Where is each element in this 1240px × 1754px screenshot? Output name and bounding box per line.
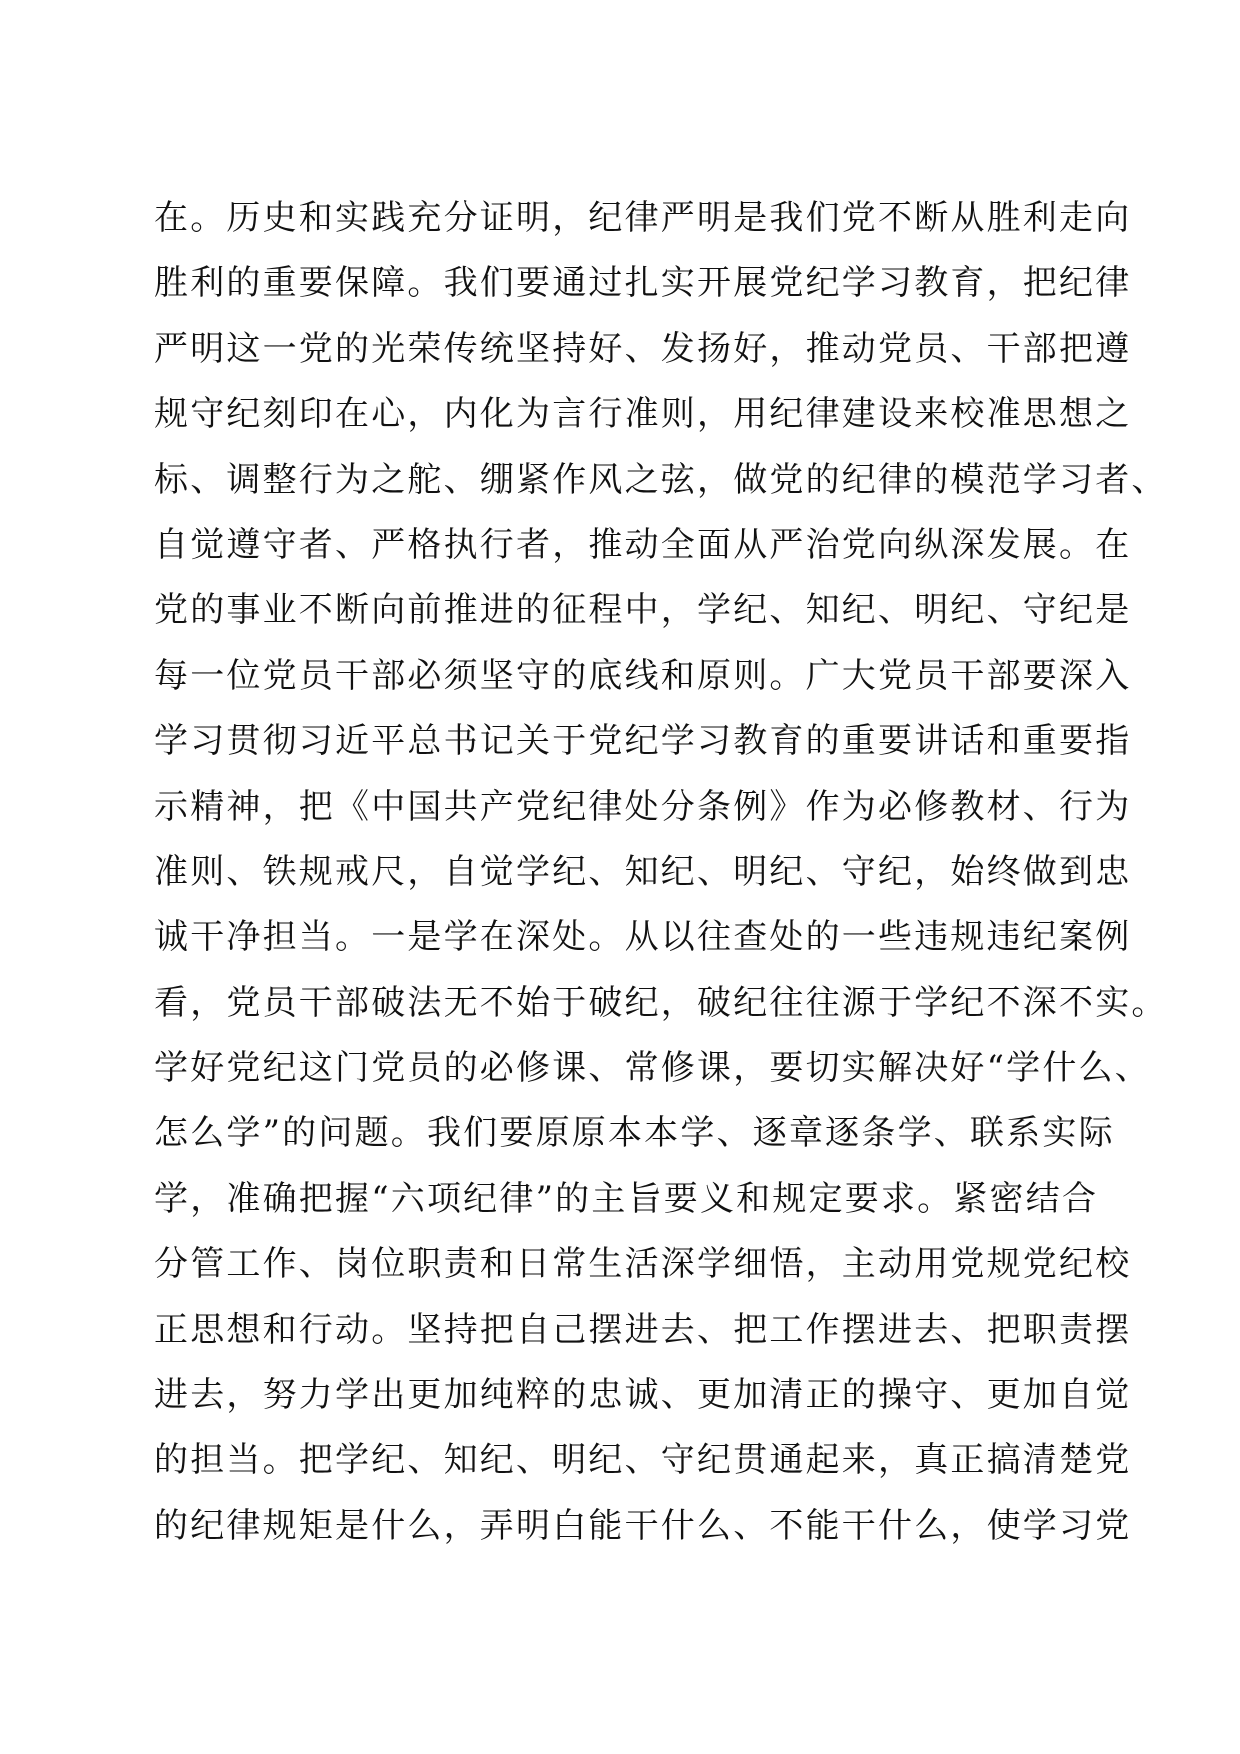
text-line: 自觉遵守者、严格执行者，推动全面从严治党向纵深发展。在	[154, 524, 1132, 565]
body-text	[154, 186, 1168, 1559]
text-line: 正思想和行动。坚持把自己摆进去、把工作摆进去、把职责摆	[154, 1309, 1132, 1350]
text-line: 示精神，把《中国共产党纪律处分条例》作为必修教材、行为	[154, 786, 1132, 827]
text-line: 学，准确把握“六项纪律”的主旨要义和规定要求。紧密结合	[154, 1178, 1099, 1219]
text-line: 严明这一党的光荣传统坚持好、发扬好，推动党员、干部把遵	[154, 328, 1132, 369]
text-line: 的纪律规矩是什么，弄明白能干什么、不能干什么，使学习党	[154, 1505, 1132, 1546]
text-line: 每一位党员干部必须坚守的底线和原则。广大党员干部要深入	[154, 655, 1132, 696]
text-line: 在。历史和实践充分证明，纪律严明是我们党不断从胜利走向	[154, 198, 1132, 238]
text-line: 的担当。把学纪、知纪、明纪、守纪贯通起来，真正搞清楚党	[154, 1440, 1132, 1481]
text-line: 学习贯彻习近平总书记关于党纪学习教育的重要讲话和重要指	[154, 721, 1132, 762]
text-line: 党的事业不断向前推进的征程中，学纪、知纪、明纪、守纪是	[154, 590, 1132, 631]
text-line: 胜利的重要保障。我们要通过扎实开展党纪学习教育，把纪律	[154, 263, 1132, 304]
text-line: 准则、铁规戒尺，自觉学纪、知纪、明纪、守纪，始终做到忠	[154, 851, 1132, 892]
text-line: 诚干净担当。一是学在深处。从以往查处的一些违规违纪案例	[154, 917, 1132, 958]
text-line: 分管工作、岗位职责和日常生活深学细悟，主动用党规党纪校	[154, 1244, 1132, 1285]
text-line: 看，党员干部破法无不始于破纪，破纪往往源于学纪不深不实。	[154, 982, 1168, 1023]
text-line: 学好党纪这门党员的必修课、常修课，要切实解决好“学什么、	[154, 1048, 1151, 1089]
text-line: 进去，努力学出更加纯粹的忠诚、更加清正的操守、更加自觉	[154, 1375, 1132, 1416]
text-line: 怎么学”的问题。我们要原原本本学、逐章逐条学、联系实际	[154, 1113, 1115, 1154]
text-line: 规守纪刻印在心，内化为言行准则，用纪律建设来校准思想之	[154, 394, 1132, 435]
text-line: 标、调整行为之舵、绷紧作风之弦，做党的纪律的模范学习者、	[154, 459, 1168, 500]
